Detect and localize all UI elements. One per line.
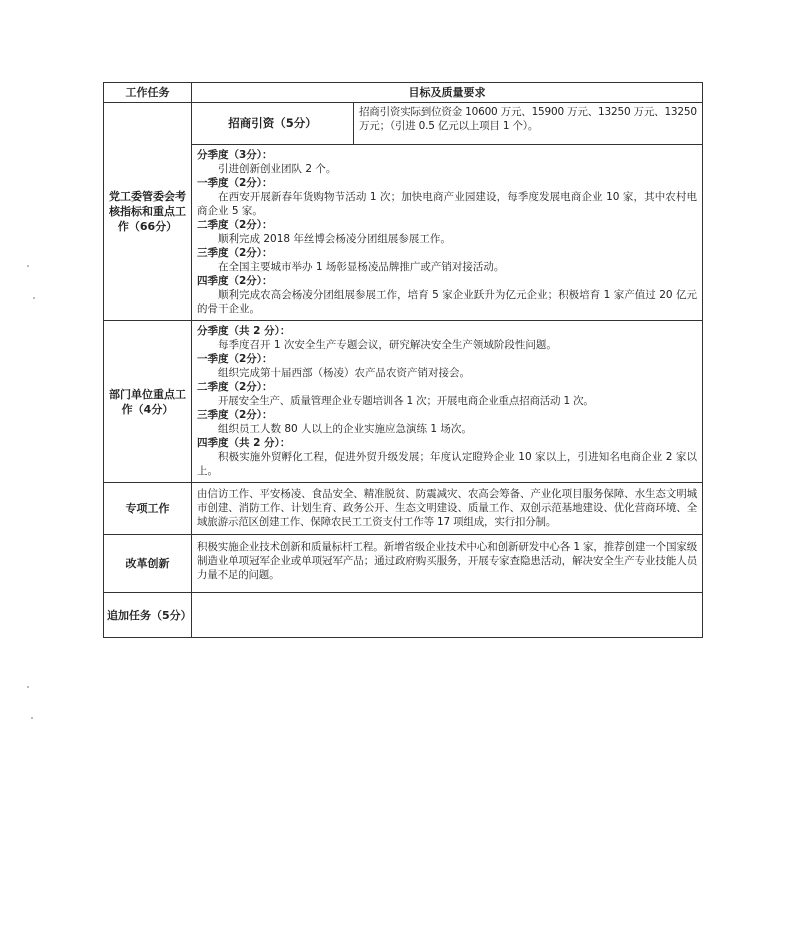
quarter-title: 三季度（2分）： <box>197 409 273 421</box>
quarter-text: 顺利完成农高会杨凌分团组展参展工作，培育 5 家企业跃升为亿元企业；积极培育 1 家产值过 20 亿元的骨干企业。 <box>197 289 697 315</box>
party-category-label: 党工委管委会考核指标和重点工作（66分） <box>104 103 192 321</box>
quarter-title: 四季度（2分）： <box>197 275 273 287</box>
extra-text <box>192 593 703 638</box>
quarter-title: 分季度（3分）： <box>197 149 273 161</box>
scan-speck <box>31 717 33 719</box>
header-task: 工作任务 <box>104 83 192 103</box>
quarter-text: 在西安开展新春年货购物节活动 1 次；加快电商产业园建设，每季度发展电商企业 10 家，其中农村电商企业 5 家。 <box>197 191 697 217</box>
quarter-text: 引进创新创业团队 2 个。 <box>218 163 337 175</box>
quarter-title: 一季度（2分）： <box>197 353 273 365</box>
table-row <box>104 145 703 321</box>
quarter-text: 组织员工人数 80 人以上的企业实施应急演练 1 场次。 <box>218 423 472 435</box>
scan-speck <box>33 297 35 299</box>
reform-category-label: 改革创新 <box>104 535 192 593</box>
header-requirements: 目标及质量要求 <box>192 83 703 103</box>
table-row <box>104 483 703 535</box>
quarter-title: 分季度（共 2 分）： <box>197 325 291 337</box>
task-table <box>103 82 703 638</box>
investment-label: 招商引资（5分） <box>192 103 354 145</box>
quarter-title: 四季度（共 2 分）： <box>197 437 291 449</box>
investment-text: 招商引资实际到位资金 10600 万元、15900 万元、13250 万元、13250 万元；（引进 0.5 亿元以上项目 1 个）。 <box>354 103 703 145</box>
quarter-text: 积极实施外贸孵化工程，促进外贸升级发展；年度认定瞪羚企业 10 家以上，引进知名电商企业 2 家以上。 <box>197 451 697 477</box>
table-row <box>104 593 703 638</box>
reform-text: 积极实施企业技术创新和质量标杆工程。新增省级企业技术中心和创新研发中心各 1 家，推荐创建一个国家级制造业单项冠军企业或单项冠军产品；通过政府购买服务，开展专家查隐患活动，解决安全生产专业技能人员力量不足的问题。 <box>192 535 703 593</box>
quarter-title: 三季度（2分）： <box>197 247 273 259</box>
special-category-label: 专项工作 <box>104 483 192 535</box>
quarter-text: 在全国主要城市举办 1 场彰显杨凌品牌推广或产销对接活动。 <box>218 261 505 273</box>
scan-speck <box>27 265 29 267</box>
special-text: 由信访工作、平安杨凌、食品安全、精准脱贫、防震减灾、农高会筹备、产业化项目服务保障、水生态文明城市创建、消防工作、计划生育、政务公开、生态文明建设、质量工作、双创示范基地建设、优化营商环境、全域旅游示范区创建工作、保障农民工工资支付工作等 17 项组成，实行扣分制。 <box>192 483 703 535</box>
quarter-title: 二季度（2分）： <box>197 381 273 393</box>
quarter-title: 二季度（2分）： <box>197 219 273 231</box>
party-quarters-cell <box>192 145 703 321</box>
dept-category-label: 部门单位重点工作（4分） <box>104 321 192 483</box>
quarter-text: 每季度召开 1 次安全生产专题会议，研究解决安全生产领域阶段性问题。 <box>218 339 557 351</box>
quarter-title: 一季度（2分）： <box>197 177 273 189</box>
table-row <box>104 321 703 483</box>
scan-speck <box>27 686 29 688</box>
dept-quarters-cell <box>192 321 703 483</box>
quarter-text: 顺利完成 2018 年丝博会杨凌分团组展参展工作。 <box>218 233 451 245</box>
quarter-text: 开展安全生产、质量管理企业专题培训各 1 次；开展电商企业重点招商活动 1 次。 <box>218 395 594 407</box>
table-row <box>104 103 703 145</box>
task-table-container <box>103 82 702 638</box>
table-row <box>104 535 703 593</box>
quarter-text: 组织完成第十届西部（杨凌）农产品农资产销对接会。 <box>218 367 470 379</box>
extra-category-label: 追加任务（5分） <box>104 593 192 638</box>
table-header-row <box>104 83 703 103</box>
